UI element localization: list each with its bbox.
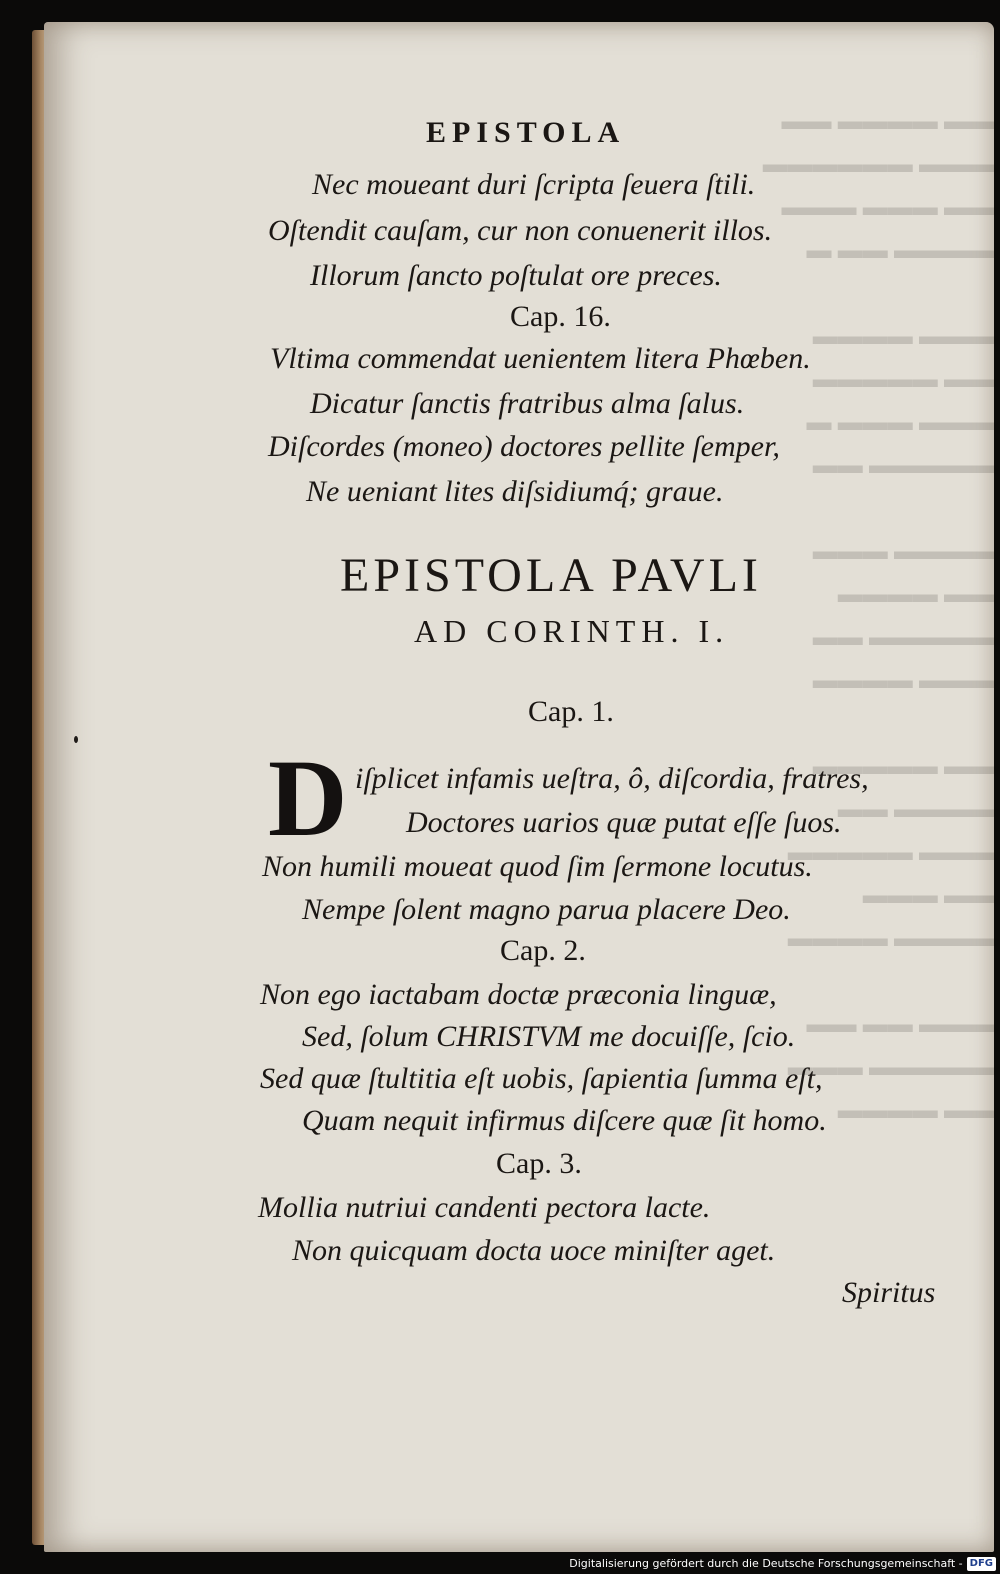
verse-line: Doctores uarios quæ putat eſſe ſuos. [406, 806, 842, 839]
drop-capital: D [268, 737, 348, 859]
verse-line: Vltima commendat uenientem litera Phœben. [270, 342, 811, 375]
section-subheading: AD CORINTH. I. [414, 613, 730, 649]
verse-line: Illorum ſancto poſtulat ore preces. [310, 259, 722, 292]
dfg-logo: DFG [967, 1557, 996, 1571]
verse-line: Oſtendit cauſam, cur non conuenerit illos. [268, 214, 773, 247]
chapter-label: Cap. 2. [500, 934, 586, 967]
ink-speck [74, 736, 78, 743]
chapter-label: Cap. 16. [510, 300, 611, 333]
verse-line: Non quicquam docta uoce miniſter aget. [292, 1234, 776, 1267]
verse-line: Nec moueant duri ſcripta ſeuera ſtili. [312, 168, 756, 201]
running-head: EPISTOLA [426, 116, 626, 149]
verse-line: Diſcordes (moneo) doctores pellite ſemper, [268, 430, 780, 463]
verse-line: Sed quæ ſtultitia eſt uobis, ſapientia ſumma eſt, [260, 1062, 823, 1095]
verse-line: Quam nequit infirmus diſcere quæ ſit homo. [302, 1104, 827, 1137]
verse-line: Sed, ſolum CHRISTVM me docuiſſe, ſcio. [302, 1020, 796, 1053]
section-heading: EPISTOLA PAVLI [340, 549, 762, 602]
verse-line: Non humili moueat quod ſim ſermone locutus. [262, 850, 813, 883]
digitization-footer [569, 1556, 996, 1572]
chapter-label: Cap. 1. [528, 695, 614, 728]
verse-line: Mollia nutriui candenti pectora lacte. [258, 1191, 711, 1224]
verse-line: Nempe ſolent magno parua placere Deo. [302, 893, 791, 926]
catchword: Spiritus [842, 1276, 936, 1309]
chapter-label: Cap. 3. [496, 1147, 582, 1180]
verse-line: Non ego iactabam doctæ præconia linguæ, [260, 978, 777, 1011]
verse-line: Ne ueniant lites diſsidiumq́; graue. [306, 475, 724, 508]
verse-line: Dicatur ſanctis fratribus alma ſalus. [310, 387, 745, 420]
verse-line: iſplicet infamis ueſtra, ô, diſcordia, fratres, [355, 762, 869, 795]
footer-text: Digitalisierung gefördert durch die Deutsche Forschungsgemeinschaft - [569, 1557, 963, 1570]
show-through-text: ▬▬ ▬▬▬▬ ▬▬ ▬▬▬ ▬▬▬▬▬▬ ▬▬ ▬▬▬ ▬▬▬ ▬▬▬▬ ▬▬ ▬ ▬▬▬ ▬▬▬▬ ▬▬ ▬▬▬▬▬ ▬▬▬ ▬▬▬ ▬ ▬▬▬▬▬ ▬▬ ▬▬▬▬ ▬▬▬ ▬▬ ▬▬▬▬ ▬▬▬▬▬ ▬▬ ▬▬▬ ▬▬▬▬ ▬▬ ▬▬▬▬▬ ▬▬▬▬ ▬▬ ▬▬▬ ▬▬▬▬▬ ▬▬ ▬▬▬ ▬▬▬▬ ▬▬▬▬ ▬▬▬ ▬▬ ▬▬ ▬▬▬▬▬ ▬▬▬ ▬▬ ▬▬▬▬ [762, 108, 994, 1124]
